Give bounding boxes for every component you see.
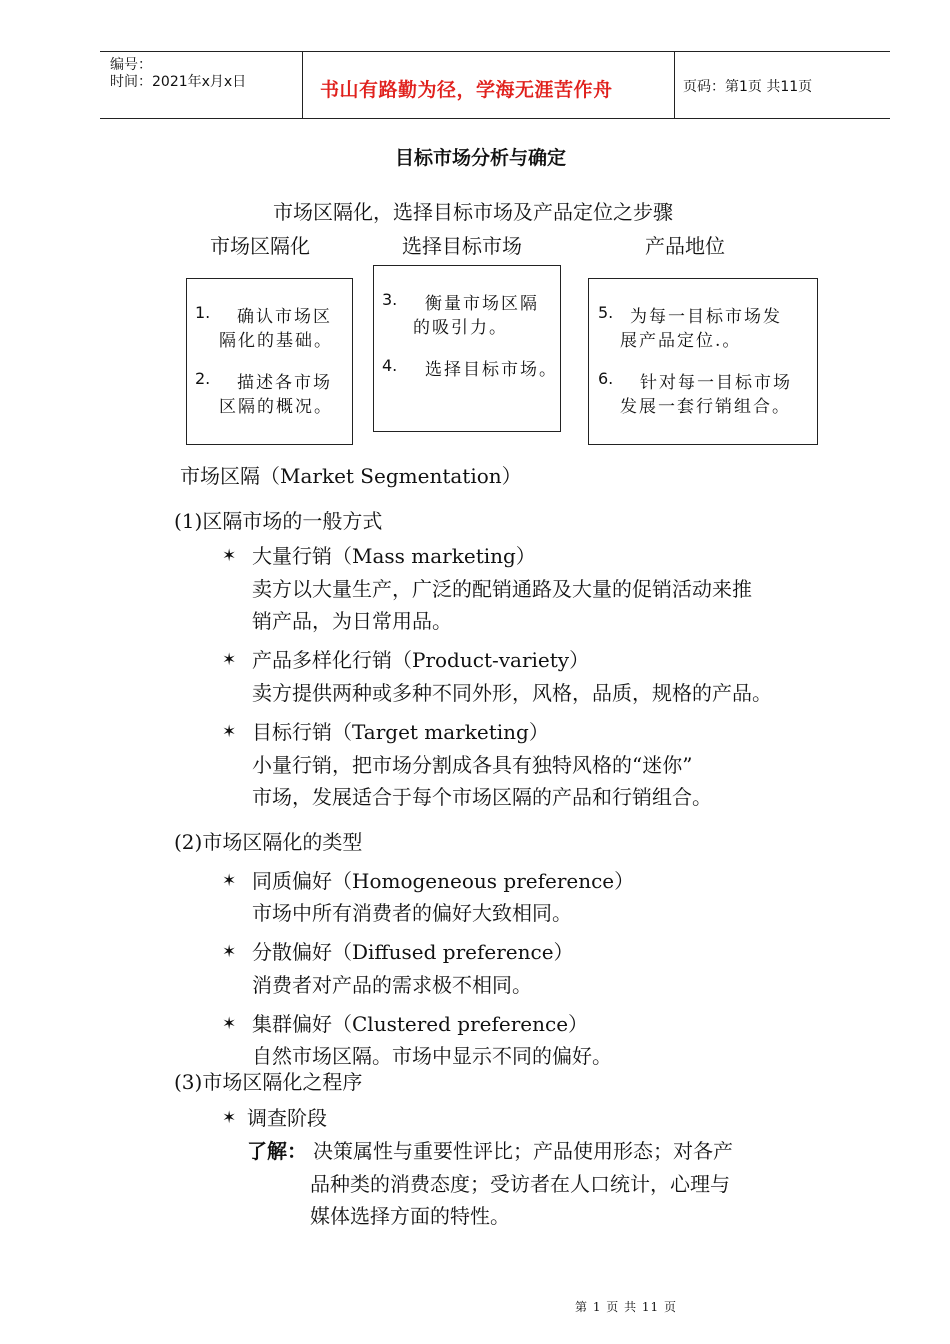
header-number: 编号： [110,57,152,73]
bullet-title: 分散偏好（Diffused preference） [252,940,574,964]
step-text-line2: 的吸引力。 [413,318,508,338]
bullet-body-line: 自然市场区隔。市场中显示不同的偏好。 [252,1044,612,1068]
header-page-number: 页码：第1页 共11页 [683,79,813,95]
step-number: 6. [598,369,614,388]
diagram-column-title-1: 市场区隔化 [210,234,310,258]
diagram-column-title-3: 产品地位 [645,234,725,258]
bullet-star-icon: ✶ [222,942,237,962]
bullet-body-line: 销产品，为日常用品。 [252,609,452,633]
document-title: 目标市场分析与确定 [395,147,567,169]
section-heading-3: (3)市场区隔化之程序 [174,1070,363,1094]
header-time: 时间：2021年x月x日 [110,74,247,90]
bullet-title: 目标行销（Target marketing） [252,720,549,744]
step-number: 2. [195,369,211,388]
header-divider-right [674,51,675,118]
bullet-star-icon: ✶ [222,871,237,891]
understand-line: 媒体选择方面的特性。 [310,1204,510,1228]
bullet-title: 产品多样化行销（Product-variety） [252,648,590,672]
bullet-title: 集群偏好（Clustered preference） [252,1012,589,1036]
page-footer: 第 1 页 共 11 页 [575,1300,677,1314]
step-text-line1: 为每一目标市场发 [630,307,782,327]
bullet-body-line: 消费者对产品的需求极不相同。 [252,973,532,997]
bullet-star-icon: ✶ [222,650,237,670]
bullet-title: 同质偏好（Homogeneous preference） [252,869,635,893]
step-number: 5. [598,303,614,322]
diagram-heading: 市场区隔化，选择目标市场及产品定位之步骤 [273,200,673,224]
bullet-body-line: 卖方提供两种或多种不同外形，风格，品质，规格的产品。 [252,681,772,705]
step-text-line1: 选择目标市场。 [425,360,558,380]
step-text-line2: 发展一套行销组合。 [620,397,791,417]
header-divider-left [302,51,303,118]
bullet-body-line: 小量行销，把市场分割成各具有独特风格的“迷你” [252,753,693,777]
bullet-body-line: 市场中所有消费者的偏好大致相同。 [252,901,572,925]
bullet-star-icon: ✶ [222,1108,237,1128]
understand-line: 品种类的消费态度；受访者在人口统计，心理与 [310,1172,730,1196]
bullet-body-line: 卖方以大量生产，广泛的配销通路及大量的促销活动来推 [252,577,752,601]
bullet-star-icon: ✶ [222,722,237,742]
step-text-line2: 展产品定位.。 [620,331,742,351]
understand-line: 决策属性与重要性评比；产品使用形态；对各产 [313,1139,733,1163]
step-text-line2: 区隔的概况。 [219,397,333,417]
step-number: 3. [382,290,398,309]
section-heading-2: (2)市场区隔化的类型 [174,830,363,854]
header-top-rule [100,51,890,52]
step-text-line1: 确认市场区 [237,307,332,327]
step-number: 1. [195,303,211,322]
step-text-line1: 衡量市场区隔 [425,294,539,314]
step-number: 4. [382,356,398,375]
header-bottom-rule [100,118,890,119]
step-text-line1: 针对每一目标市场 [640,373,792,393]
header-motto: 书山有路勤为径，学海无涯苦作舟 [320,79,613,101]
bullet-star-icon: ✶ [222,1014,237,1034]
bullet-title: 大量行销（Mass marketing） [252,544,536,568]
diagram-column-title-2: 选择目标市场 [402,234,522,258]
understand-label: 了解： [247,1139,307,1163]
bullet-title: 调查阶段 [247,1106,327,1130]
segmentation-heading: 市场区隔（Market Segmentation） [180,464,522,488]
bullet-body-line: 市场，发展适合于每个市场区隔的产品和行销组合。 [252,785,712,809]
section-heading-1: (1)区隔市场的一般方式 [174,509,383,533]
step-text-line1: 描述各市场 [237,373,332,393]
step-text-line2: 隔化的基础。 [219,331,333,351]
bullet-star-icon: ✶ [222,546,237,566]
